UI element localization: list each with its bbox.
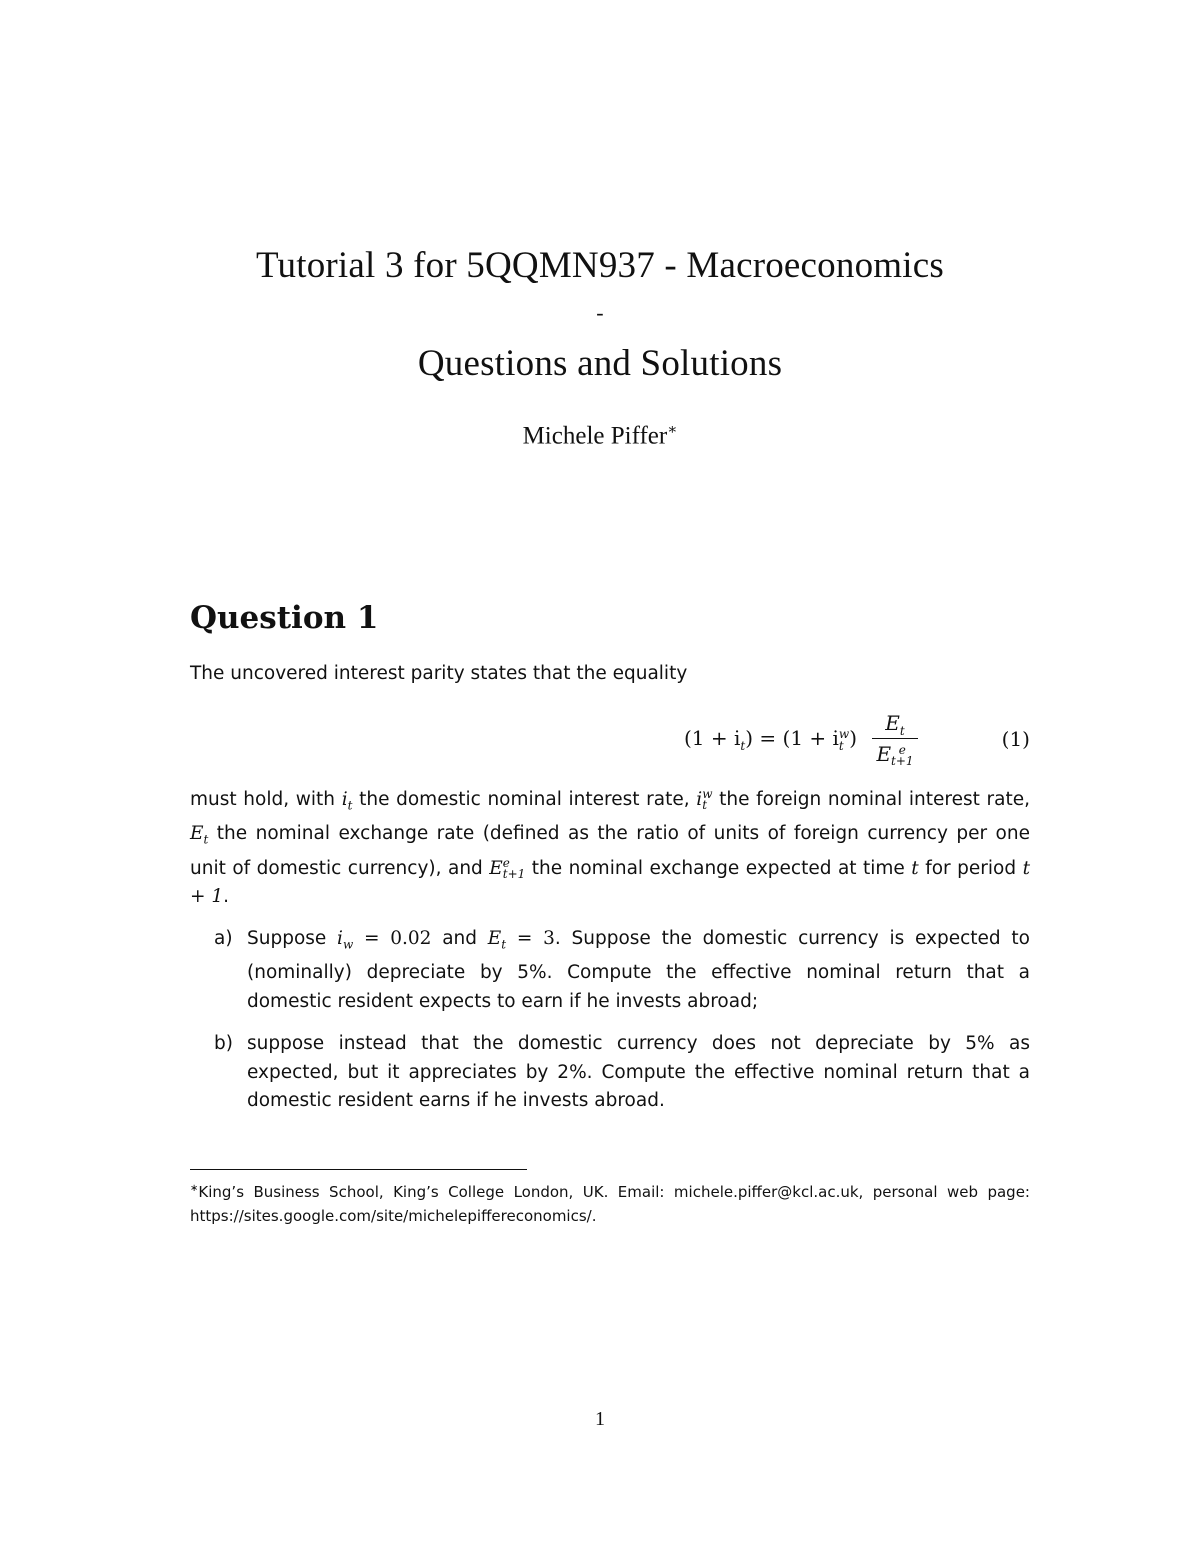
question-intro: The uncovered interest parity states that the equality xyxy=(190,663,688,684)
list-item-b xyxy=(214,1030,1030,1116)
symbol-E-t-value: $E_t = 3$ xyxy=(487,928,555,952)
symbol-i-t: $i_t$ xyxy=(341,789,353,813)
list-item-label: b) xyxy=(214,1033,233,1054)
page-number: 1 xyxy=(595,1408,605,1430)
section-heading-question-1: Question 1 xyxy=(190,600,379,636)
footnote-text: King’s Business School, King’s College London, UK. Email: michele.piffer@kcl.ac.uk, personal web page: https://sites.google.com/site/michelepiffereconomics/. xyxy=(190,1183,1030,1225)
equation-number: (1) xyxy=(1001,727,1030,751)
symbol-t-plus-1: t + 1 xyxy=(190,857,1030,908)
footnote-mark: ∗ xyxy=(190,1183,199,1194)
equation-body xyxy=(684,710,1044,770)
fraction-numerator: $E_t$ xyxy=(885,711,905,738)
footnote xyxy=(190,1177,1030,1228)
equation-lhs: $(1 + i_t) = (1 + i$ w t ) xyxy=(684,726,857,753)
fraction-denominator: E e t+1 xyxy=(876,742,914,768)
symbol-i-w-t: i w t xyxy=(696,787,713,812)
equation-uip xyxy=(190,710,1030,770)
footnote-rule xyxy=(190,1169,527,1170)
title-line-2: Questions and Solutions xyxy=(417,343,783,384)
symbol-E-e-t1: E e t+1 xyxy=(489,855,526,881)
author-line xyxy=(0,420,1200,450)
title-line-1: Tutorial 3 for 5QQMN937 - Macroeconomics xyxy=(256,245,944,286)
symbol-i-w: $i_w = 0.02$ xyxy=(337,928,432,952)
title-separator: - xyxy=(596,300,604,325)
author-footnote-mark: ∗ xyxy=(667,422,678,438)
equation-fraction xyxy=(872,710,918,767)
list-item-text: suppose instead that the domestic currency does not depreciate by 5% as expected, but it appreciates by 2%. Compute the effective nominal return that a domestic resident earns if he invests abroad. xyxy=(247,1033,1030,1112)
list-item-label: a) xyxy=(214,928,233,949)
symbol-t: t xyxy=(911,857,919,879)
author-name: Michele Piffer xyxy=(522,422,668,450)
symbol-E-t: $E_t$ xyxy=(190,823,209,847)
fraction-bar xyxy=(872,738,918,739)
list-item-a: a) Suppose $i_w = 0.02$ and $E_t = 3$. Suppose the domestic currency is expected to (nominally) depreciate by 5%. Compute the effective nominal return that a domestic resident expects to earn if he invests abroad; xyxy=(247,925,1030,1016)
question-body-paragraph: must hold, with $i_t$ the domestic nominal interest rate, i w t the foreign nominal interest rate, $E_t$ the nominal exchange rate (defined as the ratio of units of foreign currency per one unit of domestic currency), and E e t+1 the nominal exchange expected at time t for period t + 1. xyxy=(190,787,1031,908)
